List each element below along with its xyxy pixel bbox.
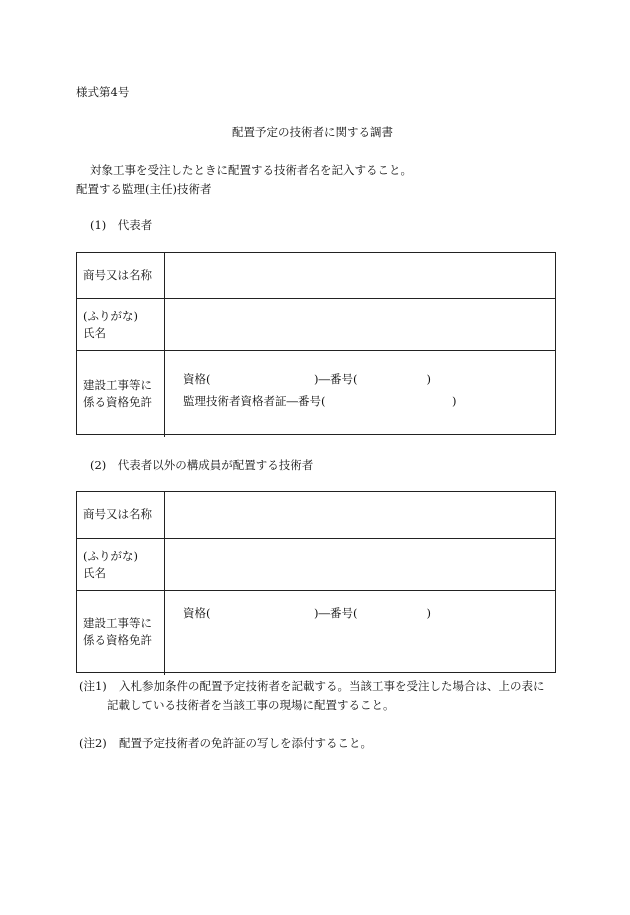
- license-field[interactable]: [165, 591, 555, 675]
- note2-mark: (注2): [79, 736, 107, 750]
- name-field[interactable]: [165, 299, 555, 351]
- license-label-line2: 係る資格免許: [83, 633, 152, 647]
- license-row: [77, 590, 555, 675]
- license-label-line1: 建設工事等に: [83, 616, 152, 630]
- member-table: [76, 491, 556, 673]
- name-label: 氏名: [83, 326, 106, 340]
- license-row: [77, 350, 555, 437]
- license-label-line2: 係る資格免許: [83, 395, 152, 409]
- name-row: [77, 298, 555, 351]
- certificate-line: 監理技術者資格者証―番号( ): [183, 394, 457, 408]
- instruction-text: 対象工事を受注したときに配置する技術者名を記入すること。: [90, 163, 412, 177]
- company-row: [77, 253, 555, 298]
- furigana-label: (ふりがな): [83, 549, 138, 563]
- company-field[interactable]: [165, 492, 555, 538]
- qualification-line: 資格( )―番号( ): [183, 606, 431, 620]
- qualification-line: 資格( )―番号( ): [183, 372, 431, 386]
- license-label-line1: 建設工事等に: [83, 378, 152, 392]
- representative-table: [76, 252, 556, 435]
- note1-line2: 記載している技術者を当該工事の現場に配置すること。: [107, 698, 395, 712]
- name-field[interactable]: [165, 539, 555, 591]
- company-row: [77, 492, 555, 538]
- page-title: 配置予定の技術者に関する調書: [232, 125, 393, 139]
- section2-heading: (2) 代表者以外の構成員が配置する技術者: [90, 458, 314, 472]
- subheading: 配置する監理(主任)技術者: [76, 182, 212, 196]
- note2-text: 配置予定技術者の免許証の写しを添付すること。: [119, 736, 372, 750]
- name-label: 氏名: [83, 566, 106, 580]
- name-row: [77, 538, 555, 591]
- company-label: 商号又は名称: [83, 507, 152, 521]
- note1-line1: 入札参加条件の配置予定技術者を記載する。当該工事を受注した場合は、上の表に: [119, 679, 545, 693]
- note1-mark: (注1): [79, 679, 107, 693]
- form-number: 様式第4号: [76, 85, 130, 99]
- company-label: 商号又は名称: [83, 268, 152, 282]
- section1-heading: (1) 代表者: [90, 218, 153, 232]
- furigana-label: (ふりがな): [83, 309, 138, 323]
- company-field[interactable]: [165, 253, 555, 298]
- license-field[interactable]: [165, 351, 555, 437]
